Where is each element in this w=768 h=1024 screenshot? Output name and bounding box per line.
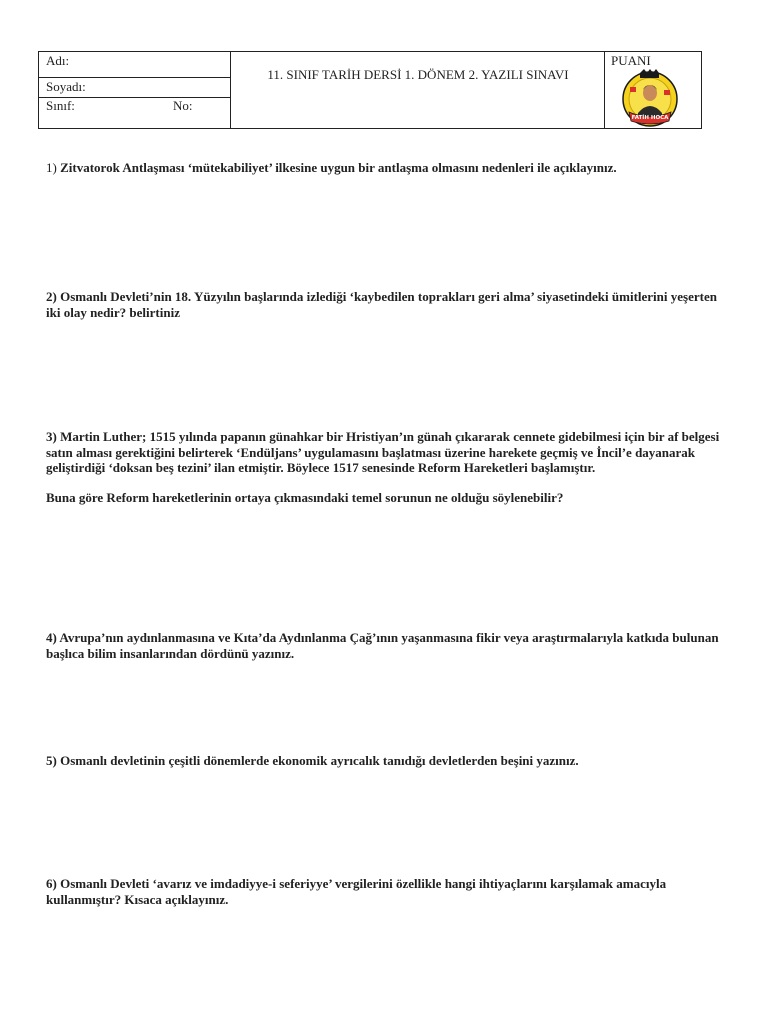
question-number: 1) bbox=[46, 160, 57, 175]
logo-text: FATİH HOCA bbox=[631, 115, 669, 121]
surname-label: Soyadı: bbox=[46, 79, 86, 94]
question-text: Zitvatorok Antlaşması ‘mütekabiliyet’ ilkesine uygun bir antlaşma olmasını nedenleri ile açıklayınız. bbox=[60, 160, 617, 175]
question-number: 2) bbox=[46, 289, 57, 304]
exam-title-cell bbox=[231, 52, 605, 128]
question-followup: Buna göre Reform hareketlerinin ortaya çıkmasındaki temel sorunun ne olduğu söylenebilir? bbox=[46, 489, 564, 505]
score-cell bbox=[605, 52, 701, 128]
question-1 bbox=[46, 160, 726, 176]
question-text: Avrupa’nın aydınlanmasına ve Kıta’da Aydınlanma Çağ’ının yaşanmasına fikir veya araştırmalarıyla katkıda bulunan başlıca bilim insanlarından dördünü yazınız. bbox=[46, 630, 719, 661]
question-number: 6) bbox=[46, 876, 57, 891]
surname-field[interactable] bbox=[39, 78, 231, 98]
question-3 bbox=[46, 429, 726, 505]
number-label: No: bbox=[173, 98, 193, 113]
question-text: Osmanlı devletinin çeşitli dönemlerde ekonomik ayrıcalık tanıdığı devletlerden beşini yazınız. bbox=[60, 753, 579, 768]
teacher-logo-icon bbox=[617, 68, 683, 128]
class-label: Sınıf: bbox=[46, 98, 75, 113]
question-4 bbox=[46, 630, 726, 661]
question-6 bbox=[46, 876, 726, 907]
score-label: PUANI bbox=[611, 53, 651, 68]
question-text: Osmanlı Devleti ‘avarız ve imdadiyye-i seferiyye’ vergilerini özellikle hangi ihtiyaçlarını karşılamak amacıyla kullanmıştır? Kısaca açıklayınız. bbox=[46, 876, 667, 907]
student-info-column bbox=[39, 52, 231, 128]
class-field[interactable] bbox=[39, 98, 231, 128]
question-number: 5) bbox=[46, 753, 57, 768]
question-number: 3) bbox=[46, 429, 57, 444]
question-text: Martin Luther; 1515 yılında papanın günahkar bir Hristiyan’ın günah çıkararak cennete gidebilmesi için bir af belgesi satın alması gerektiğini belirterek ‘Endüljans’ uygulamasını başlatması üzerine harekete geçmiş ve İncil’e dayanarak geliştirdiği ‘doksan beş tezini’ ilan etmiştir. Böylece 1517 senesinde Reform Hareketleri başlamıştır. bbox=[46, 429, 720, 475]
question-text: Osmanlı Devleti’nin 18. Yüzyılın başlarında izlediği ‘kaybedilen toprakları geri alma’ siyasetindeki ümitlerini yeşerten iki olay nedir? belirtiniz bbox=[46, 289, 717, 320]
question-number: 4) bbox=[46, 630, 57, 645]
question-2 bbox=[46, 289, 726, 320]
name-field[interactable] bbox=[39, 52, 231, 78]
exam-title: 11. SINIF TARİH DERSİ 1. DÖNEM 2. YAZILI SINAVI bbox=[267, 67, 569, 82]
header-table bbox=[38, 51, 702, 129]
question-5 bbox=[46, 753, 726, 769]
name-label: Adı: bbox=[46, 53, 70, 68]
